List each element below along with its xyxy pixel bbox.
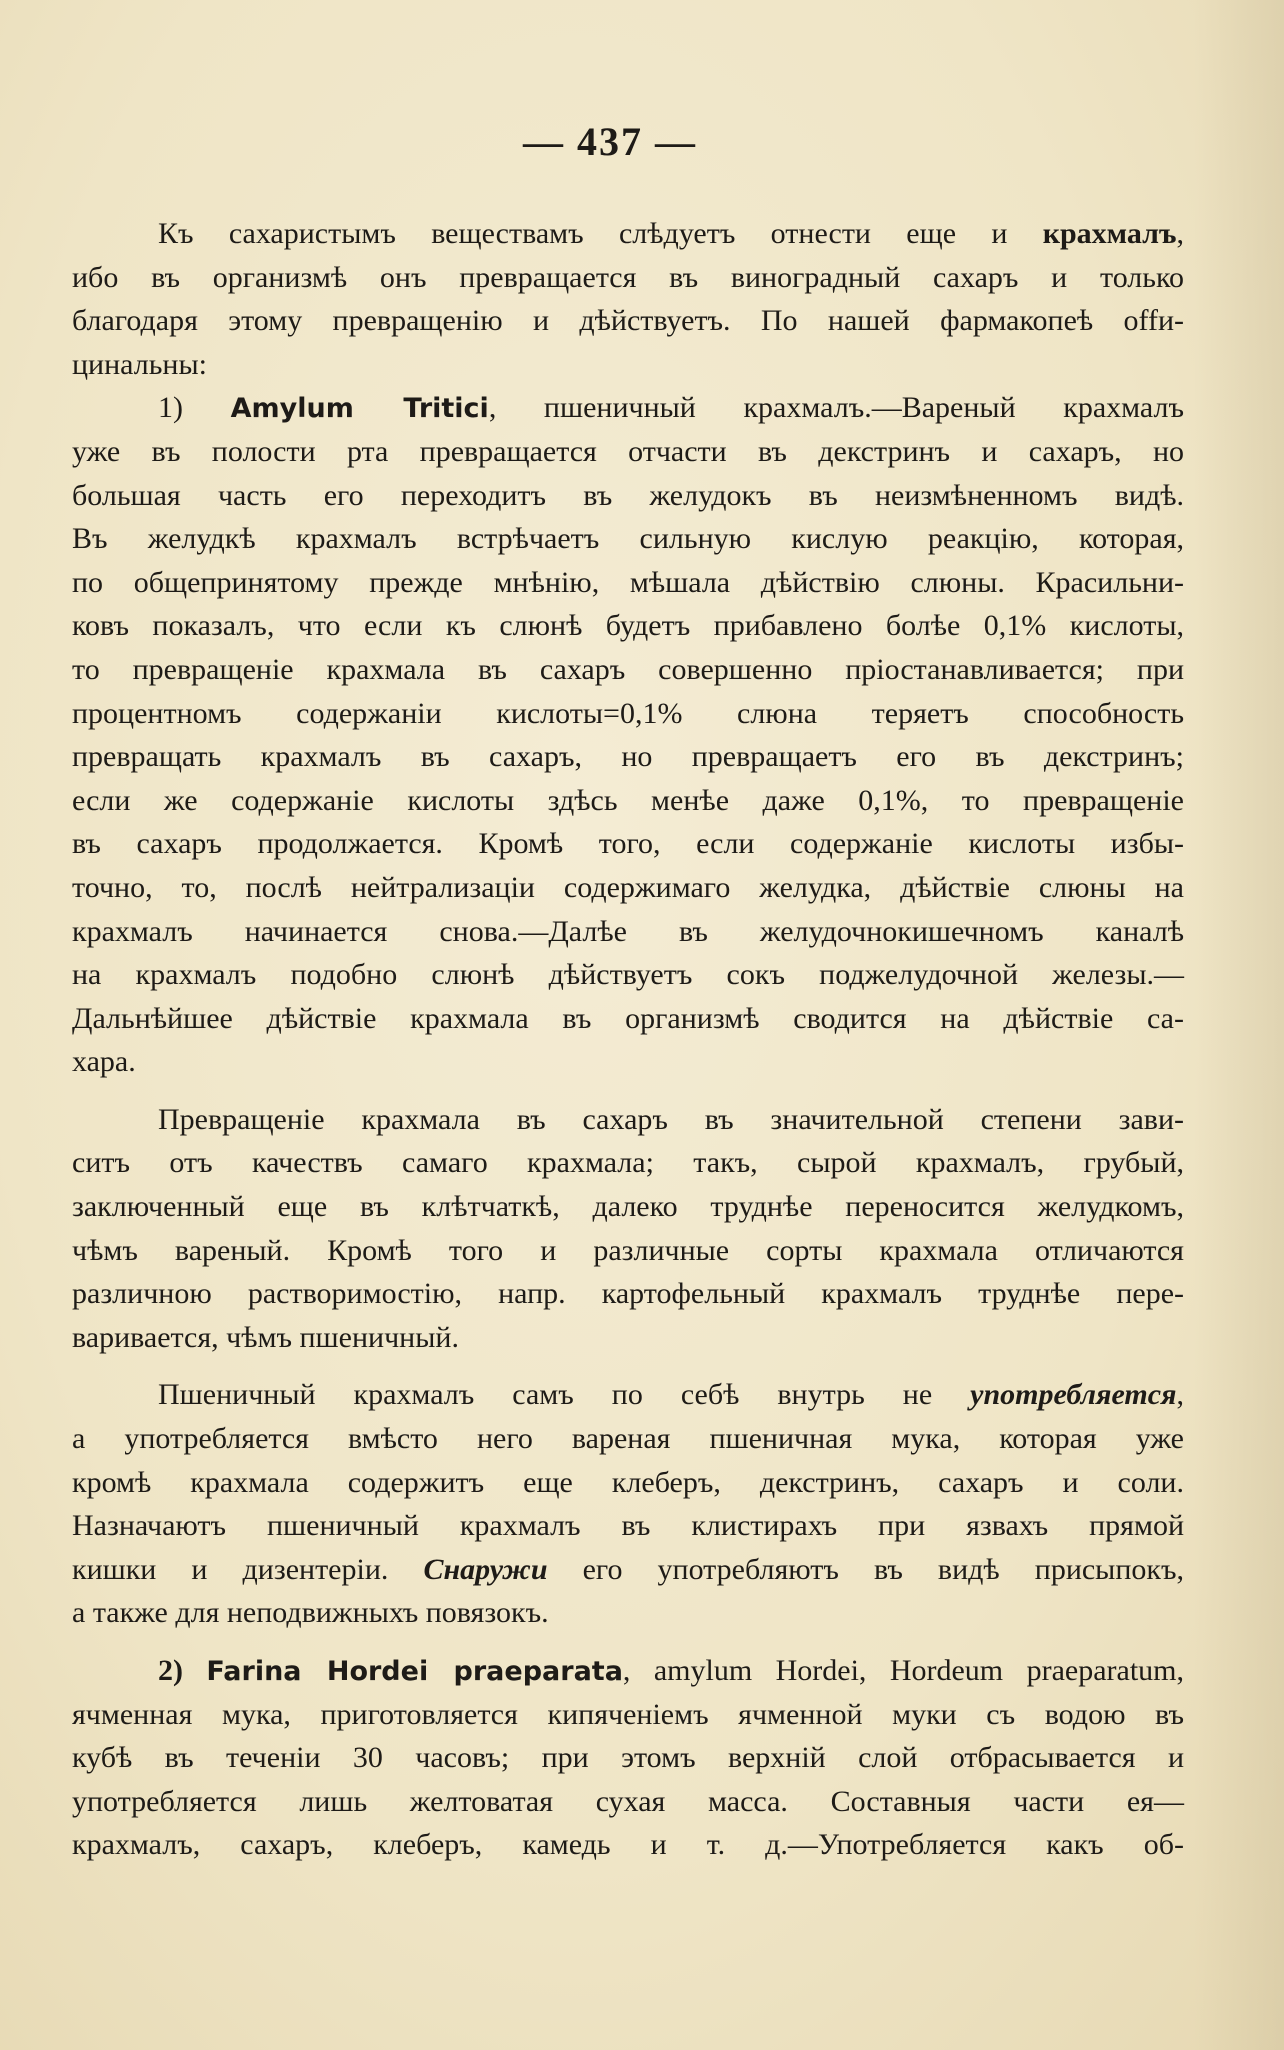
text-line	[72, 256, 1184, 300]
text-span: крахмалъ	[1042, 217, 1177, 250]
text-line	[72, 1229, 1184, 1273]
text-span: если же содержаніе кислоты здѣсь менѣе даже 0,1%, то превращеніе	[72, 783, 1184, 817]
text-line	[72, 343, 1184, 387]
text-line	[72, 735, 1184, 779]
text-span: 1)	[158, 391, 231, 425]
text-span: Въ желудкѣ крахмалъ встрѣчаетъ сильную кислую реакцію, которая,	[72, 522, 1184, 556]
text-line	[72, 1316, 1184, 1360]
text-line	[72, 299, 1184, 343]
text-line	[72, 1823, 1184, 1867]
text-line	[72, 1185, 1184, 1229]
text-line	[72, 1504, 1184, 1548]
text-span: употребляется лишь желтоватая сухая масса. Составныя части ея—	[72, 1784, 1184, 1818]
text-span: а также для неподвижныхъ повязокъ.	[72, 1596, 549, 1630]
text-span: кромѣ крахмала содержитъ еще клеберъ, декстринъ, сахаръ и соли.	[72, 1465, 1184, 1499]
text-span: большая часть его переходитъ въ желудокъ въ неизмѣненномъ видѣ.	[72, 478, 1184, 512]
text-span: , пшеничный крахмалъ.—Вареный крахмалъ	[488, 391, 1184, 425]
text-line	[72, 1040, 1184, 1084]
text-span: на крахмалъ подобно слюнѣ дѣйствуетъ сокъ поджелудочной железы.—	[72, 958, 1184, 992]
text-span: цинальны:	[72, 347, 207, 381]
text-span: превращать крахмалъ въ сахаръ, но превращаетъ его въ декстринъ;	[72, 740, 1184, 774]
text-span: точно, то, послѣ нейтрализаціи содержимаго желудка, дѣйствіе слюны на	[72, 870, 1184, 904]
text-span: то превращеніе крахмала въ сахаръ совершенно пріостанавливается; при	[72, 652, 1184, 686]
text-line	[72, 1736, 1184, 1780]
text-span: Дальнѣйшее дѣйствіе крахмала въ организмѣ сводится на дѣйствіе са-	[72, 1001, 1184, 1035]
text-line	[72, 474, 1184, 518]
text-span: крахмалъ, сахаръ, клеберъ, камедь и т. д.—Употребляется какъ об-	[72, 1828, 1184, 1862]
text-span: Назначаютъ пшеничный крахмалъ въ клистирахъ при язвахъ прямой	[72, 1509, 1184, 1543]
text-span: чѣмъ вареный. Кромѣ того и различные сорты крахмала отличаются	[72, 1233, 1184, 1267]
text-line	[72, 1649, 1184, 1693]
text-span: , amylum Hordei, Hordeum praeparatum,	[622, 1654, 1184, 1687]
text-line	[72, 822, 1184, 866]
text-line	[72, 953, 1184, 997]
text-line	[72, 430, 1184, 474]
text-line	[72, 1461, 1184, 1505]
text-line	[72, 910, 1184, 954]
text-line	[72, 1780, 1184, 1824]
text-line	[72, 386, 1184, 430]
page-edge-shadow	[1194, 0, 1284, 2050]
text-span: благодаря этому превращенію и дѣйствуетъ. По нашей фармакопеѣ offи-	[72, 304, 1184, 338]
text-span: а употребляется вмѣсто него вареная пшеничная мука, которая уже	[72, 1422, 1184, 1456]
latin-term: Amylum Tritici	[230, 393, 489, 425]
text-span: ковъ показалъ, что если къ слюнѣ будетъ прибавлено болѣе 0,1% кислоты,	[72, 609, 1184, 643]
text-line	[72, 1373, 1184, 1417]
text-line	[72, 1591, 1184, 1635]
text-span: кубѣ въ теченіи 30 часовъ; при этомъ верхній слой отбрасывается и	[72, 1741, 1184, 1775]
text-line	[72, 1141, 1184, 1185]
text-span: заключенный еще въ клѣтчаткѣ, далеко труднѣе переносится желудкомъ,	[72, 1190, 1184, 1224]
text-span: варивается, чѣмъ пшеничный.	[72, 1320, 459, 1354]
latin-term: Farina Hordei praeparata	[206, 1656, 623, 1687]
text-span: различною растворимостію, напр. картофельный крахмалъ труднѣе пере-	[72, 1277, 1184, 1311]
text-span: ,	[1176, 1378, 1184, 1412]
text-line	[72, 212, 1184, 256]
text-span: въ сахаръ продолжается. Кромѣ того, если содержаніе кислоты избы-	[72, 827, 1184, 861]
text-line	[72, 866, 1184, 910]
page-number: — 437 —	[523, 119, 697, 164]
text-line	[72, 1272, 1184, 1316]
text-line	[72, 648, 1184, 692]
text-span: ситъ отъ качествъ самаго крахмала; такъ, сырой крахмалъ, грубый,	[72, 1146, 1184, 1180]
text-line	[72, 1548, 1184, 1592]
text-line	[72, 779, 1184, 823]
text-span: ячменная мука, приготовляется кипяченіемъ ячменной муки съ водою въ	[72, 1697, 1184, 1731]
text-line	[72, 517, 1184, 561]
text-line	[72, 1417, 1184, 1461]
text-span: крахмалъ начинается снова.—Далѣе въ желудочнокишечномъ каналѣ	[72, 914, 1184, 948]
text-line	[72, 604, 1184, 648]
text-line	[72, 1098, 1184, 1142]
text-line	[72, 1693, 1184, 1737]
text-span: ,	[1176, 217, 1184, 250]
emphasis-text: употребляется	[970, 1378, 1177, 1412]
text-span: 2)	[158, 1654, 207, 1687]
text-span: его употребляютъ въ видѣ присыпокъ,	[547, 1552, 1184, 1586]
text-span: процентномъ содержаніи кислоты=0,1% слюна теряетъ способность	[72, 696, 1184, 730]
text-span: Превращеніе крахмала въ сахаръ въ значительной степени зави-	[158, 1102, 1184, 1136]
text-span: хара.	[72, 1045, 136, 1079]
text-span: Пшеничный крахмалъ самъ по себѣ внутрь не	[158, 1378, 971, 1412]
text-line	[72, 692, 1184, 736]
text-span: уже въ полости рта превращается отчасти въ декстринъ и сахаръ, но	[72, 434, 1184, 468]
text-span: по общепринятому прежде мнѣнію, мѣшала дѣйствію слюны. Красильни-	[72, 565, 1184, 599]
text-line	[72, 561, 1184, 605]
emphasis-text: Снаружи	[423, 1552, 548, 1586]
text-span: ибо въ организмѣ онъ превращается въ виноградный сахаръ и только	[72, 260, 1184, 294]
text-span: кишки и дизентеріи.	[72, 1552, 424, 1586]
body-text	[72, 212, 1184, 1867]
text-line	[72, 997, 1184, 1041]
text-span: Къ сахаристымъ веществамъ слѣдуетъ отнести еще и	[158, 217, 1043, 250]
